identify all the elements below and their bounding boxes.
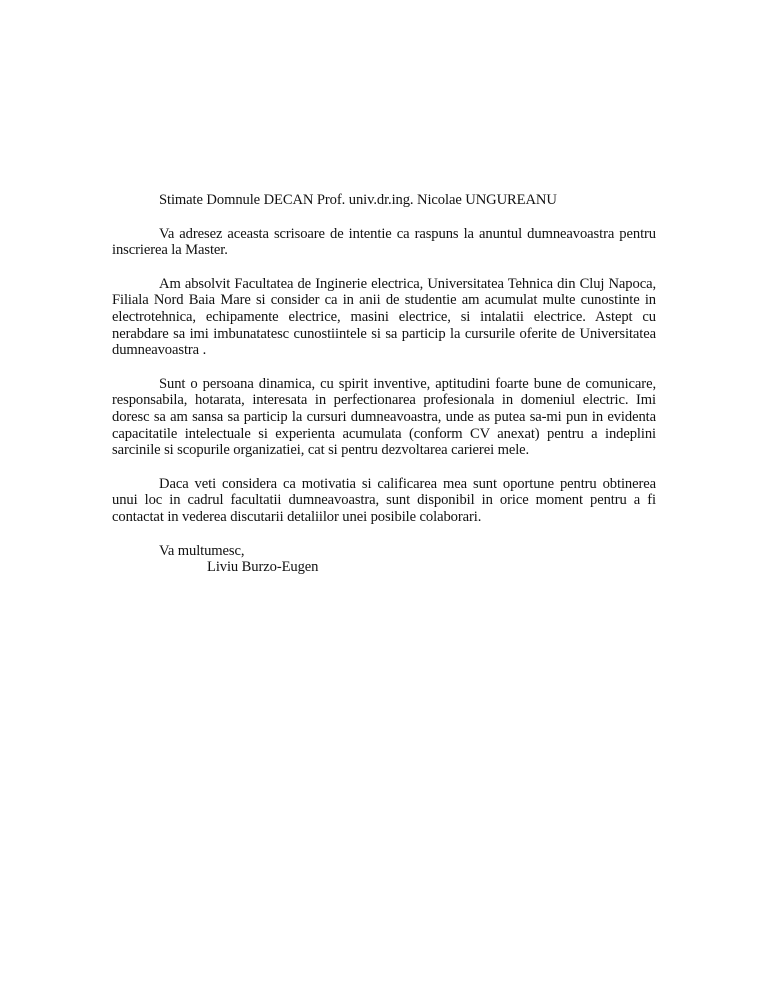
paragraph-skills: Sunt o persoana dinamica, cu spirit inventive, aptitudini foarte bune de comunicare, responsabila, hotarata, interesata in perfectionarea profesionala in domeniul electric. Imi doresc sa am sansa sa particip la cursuri dumneavoastra, unde as putea sa-mi pun in evidenta capacitatile intelectuale si experienta acumulata (conform CV anexat) pentru a indeplini sarcinile si scopurile organizatiei, cat si pentru dezvoltarea carierei mele.	[112, 375, 656, 459]
salutation: Stimate Domnule DECAN Prof. univ.dr.ing. Nicolae UNGUREANU	[159, 192, 557, 208]
closing: Va multumesc,	[159, 542, 245, 559]
paragraph-education: Am absolvit Facultatea de Inginerie electrica, Universitatea Tehnica din Cluj Napoca, Filiala Nord Baia Mare si consider ca in anii de studentie am acumulat multe cunostinte in electrotehnica, echipamente electrice, masini electrice, si intalatii electrice. Astept cu nerabdare sa imi imbunatatesc cunostiintele si sa particip la cursurile oferite de Universitatea dumneavoastra .	[112, 275, 656, 359]
paragraph-availability: Daca veti considera ca motivatia si calificarea mea sunt oportune pentru obtinerea unui loc in cadrul facultatii dumneavoastra, sunt disponibil in orice moment pentru a fi contactat in vederea discutarii detaliilor unei posibile colaborari.	[112, 475, 656, 525]
signature: Liviu Burzo-Eugen	[207, 559, 319, 576]
letter-body	[112, 192, 656, 576]
paragraph-intro: Va adresez aceasta scrisoare de intentie ca raspuns la anuntul dumneavoastra pentru inscrierea la Master.	[112, 225, 656, 259]
